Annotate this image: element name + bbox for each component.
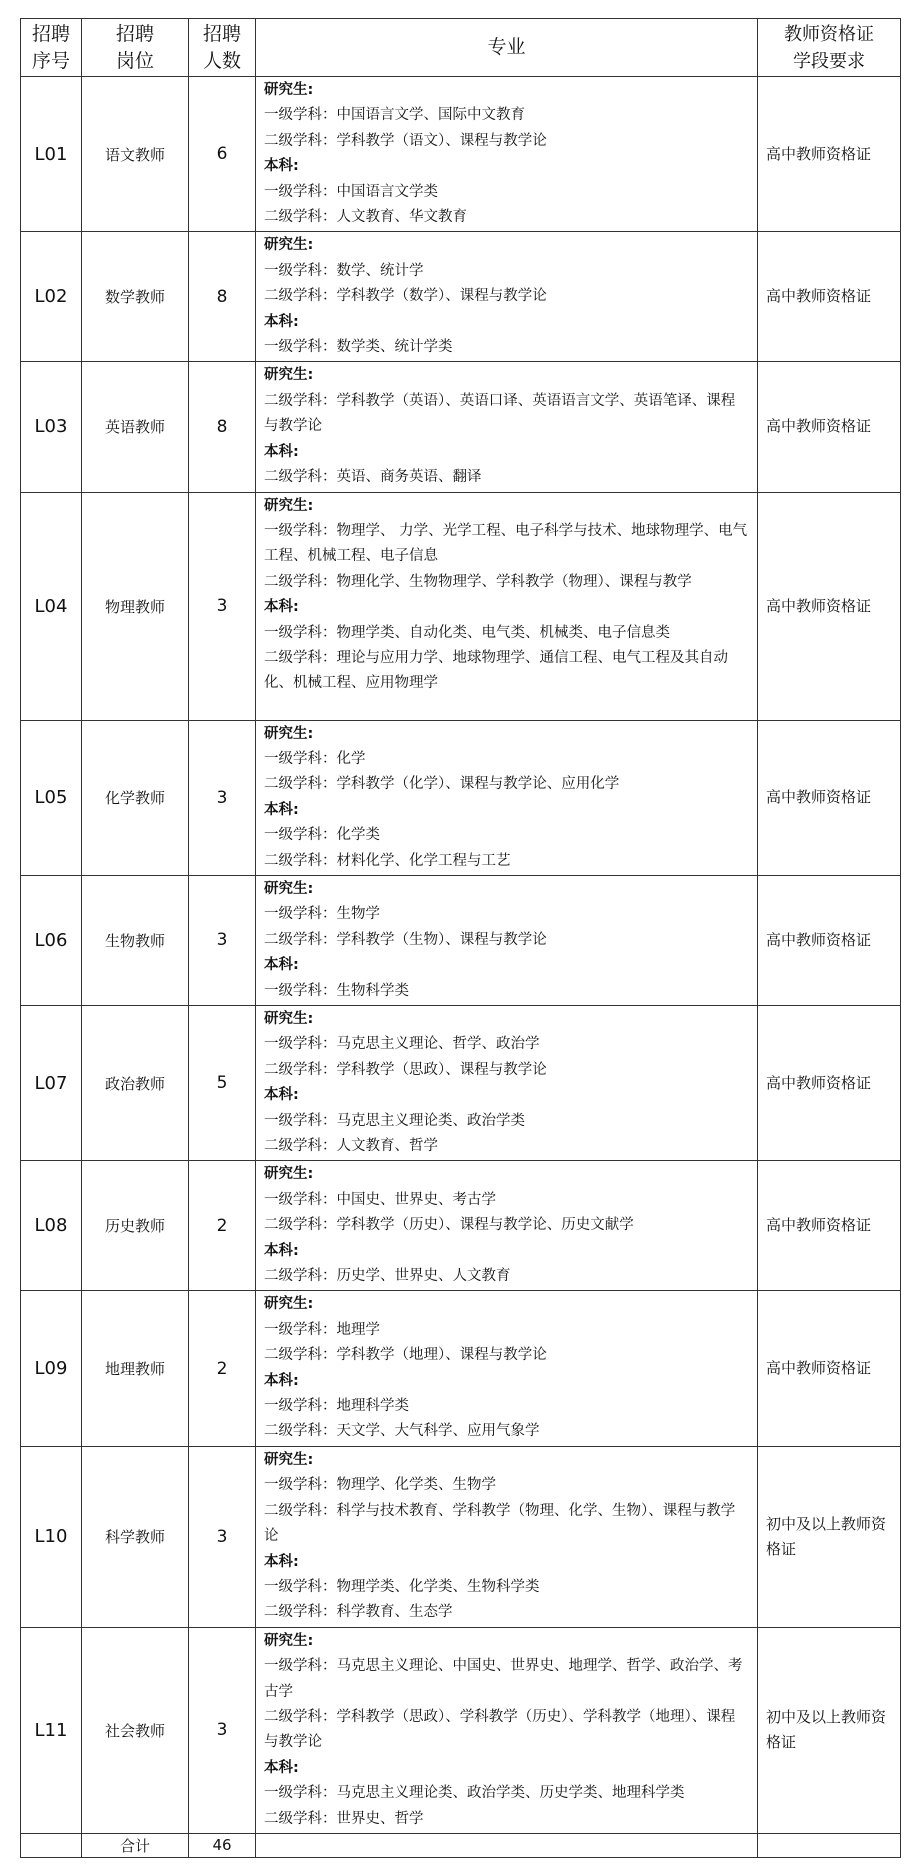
degree-level-label: 本科: (264, 1759, 299, 1776)
discipline-line: 一级学科：马克思主义理论、哲学、政治学 (264, 1036, 540, 1053)
discipline-line: 二级学科：学科教学（化学）、课程与教学论、应用化学 (264, 776, 620, 793)
total-label: 合计 (82, 1833, 189, 1857)
total-empty-1 (21, 1833, 82, 1857)
discipline-line: 一级学科：地理科学类 (264, 1398, 409, 1415)
degree-level-label: 研究生: (264, 880, 314, 897)
table-row (21, 875, 901, 1005)
header-position (82, 19, 189, 77)
degree-level-label: 研究生: (264, 1451, 314, 1468)
degree-level-label: 研究生: (264, 1632, 314, 1649)
discipline-line: 一级学科：中国史、世界史、考古学 (264, 1191, 496, 1208)
header-count (189, 19, 256, 77)
discipline-line: 一级学科：数学、统计学 (264, 262, 424, 279)
recruit-code: L05 (21, 720, 82, 875)
recruit-code: L01 (21, 77, 82, 232)
discipline-line: 一级学科：数学类、统计学类 (264, 339, 453, 356)
header-code-line-1: 招聘 (31, 22, 70, 45)
degree-level-label: 本科: (264, 1242, 299, 1259)
discipline-line: 二级学科：天文学、大气科学、应用气象学 (264, 1423, 540, 1440)
discipline-line: 二级学科：学科教学（生物）、课程与教学论 (264, 931, 547, 948)
degree-level-label: 本科: (264, 801, 299, 818)
total-empty-3 (758, 1833, 901, 1857)
position-name: 英语教师 (82, 362, 189, 492)
discipline-line: 二级学科：学科教学（语文）、课程与教学论 (264, 132, 547, 149)
recruit-count: 3 (189, 1446, 256, 1627)
major-requirements (256, 232, 758, 362)
recruit-code: L10 (21, 1446, 82, 1627)
header-position-line-1: 招聘 (115, 22, 154, 45)
discipline-line: 一级学科：马克思主义理论类、政治学类 (264, 1112, 525, 1129)
recruit-code: L03 (21, 362, 82, 492)
position-name: 生物教师 (82, 875, 189, 1005)
discipline-line: 一级学科：物理学类、化学类、生物科学类 (264, 1578, 540, 1595)
recruit-code: L04 (21, 492, 82, 720)
table-row (21, 232, 901, 362)
position-name: 化学教师 (82, 720, 189, 875)
discipline-line: 二级学科：学科教学（思政）、学科教学（历史）、学科教学（地理）、课程与教学论 (264, 1708, 736, 1751)
discipline-line: 二级学科：理论与应用力学、地球物理学、通信工程、电气工程及其自动化、机械工程、应用物理学 (264, 649, 728, 692)
discipline-line: 二级学科：学科教学（地理）、课程与教学论 (264, 1347, 547, 1364)
recruit-count: 2 (189, 1161, 256, 1291)
discipline-line: 一级学科：物理学、化学类、生物学 (264, 1477, 496, 1494)
discipline-line: 二级学科：物理化学、生物物理学、学科教学（物理）、课程与教学 (264, 573, 692, 590)
degree-level-label: 本科: (264, 599, 299, 616)
cert-requirement: 高中教师资格证 (758, 362, 901, 492)
degree-level-label: 研究生: (264, 497, 314, 514)
discipline-line: 一级学科：马克思主义理论、中国史、世界史、地理学、哲学、政治学、考古学 (264, 1658, 743, 1700)
cert-requirement: 高中教师资格证 (758, 77, 901, 232)
position-name: 政治教师 (82, 1005, 189, 1160)
degree-level-label: 研究生: (264, 725, 314, 742)
discipline-line: 二级学科：人文教育、华文教育 (264, 209, 467, 226)
position-name: 地理教师 (82, 1291, 189, 1446)
major-requirements (256, 720, 758, 875)
cert-requirement: 高中教师资格证 (758, 875, 901, 1005)
degree-level-label: 研究生: (264, 1010, 314, 1027)
position-name: 数学教师 (82, 232, 189, 362)
total-empty-2 (256, 1833, 758, 1857)
discipline-line: 二级学科：世界史、哲学 (264, 1810, 424, 1827)
degree-level-label: 研究生: (264, 367, 314, 384)
degree-level-label: 本科: (264, 957, 299, 974)
major-requirements (256, 875, 758, 1005)
major-requirements (256, 1161, 758, 1291)
degree-level-label: 本科: (264, 1553, 299, 1570)
degree-level-label: 研究生: (264, 82, 314, 98)
recruit-count: 6 (189, 77, 256, 232)
total-count: 46 (189, 1833, 256, 1857)
table-row (21, 362, 901, 492)
recruit-count: 8 (189, 232, 256, 362)
recruit-count: 8 (189, 362, 256, 492)
recruit-code: L09 (21, 1291, 82, 1446)
discipline-line: 一级学科：生物学 (264, 906, 380, 923)
recruit-count: 2 (189, 1291, 256, 1446)
position-name: 社会教师 (82, 1627, 189, 1833)
cert-requirement: 初中及以上教师资格证 (758, 1627, 901, 1833)
position-name: 科学教师 (82, 1446, 189, 1627)
discipline-line: 二级学科：科学教育、生态学 (264, 1604, 453, 1621)
discipline-line: 二级学科：人文教育、哲学 (264, 1138, 438, 1154)
header-cert-line-2: 学段要求 (793, 50, 865, 72)
discipline-line: 一级学科：物理学类、自动化类、电气类、机械类、电子信息类 (264, 624, 670, 641)
header-position-line-2: 岗位 (115, 49, 154, 72)
major-requirements (256, 1291, 758, 1446)
recruit-code: L08 (21, 1161, 82, 1291)
recruit-code: L07 (21, 1005, 82, 1160)
header-code-line-2: 序号 (31, 49, 70, 72)
degree-level-label: 研究生: (264, 1296, 314, 1313)
recruitment-table (20, 18, 901, 1858)
discipline-line: 二级学科：科学与技术教育、学科教学（物理、化学、生物）、课程与教学论 (264, 1502, 736, 1545)
position-name: 历史教师 (82, 1161, 189, 1291)
table-row (21, 1291, 901, 1446)
position-name: 语文教师 (82, 77, 189, 232)
recruit-count: 5 (189, 1005, 256, 1160)
degree-level-label: 本科: (264, 313, 299, 330)
recruit-code: L11 (21, 1627, 82, 1833)
major-requirements (256, 362, 758, 492)
header-count-line-1: 招聘 (202, 22, 241, 45)
cert-requirement: 高中教师资格证 (758, 232, 901, 362)
major-requirements (256, 1005, 758, 1160)
discipline-line: 一级学科：生物科学类 (264, 982, 409, 999)
table-row (21, 1005, 901, 1160)
cert-requirement: 高中教师资格证 (758, 1005, 901, 1160)
cert-requirement: 高中教师资格证 (758, 1291, 901, 1446)
cert-requirement: 高中教师资格证 (758, 720, 901, 875)
table-row (21, 1446, 901, 1627)
table-row (21, 1627, 901, 1833)
table-row (21, 1161, 901, 1291)
recruit-count: 3 (189, 720, 256, 875)
major-requirements (256, 77, 758, 232)
cert-requirement: 高中教师资格证 (758, 492, 901, 720)
degree-level-label: 本科: (264, 1087, 299, 1104)
discipline-line: 一级学科：地理学 (264, 1321, 380, 1338)
discipline-line: 二级学科：英语、商务英语、翻译 (264, 469, 482, 486)
header-cert-line-1: 教师资格证 (784, 23, 874, 45)
major-requirements (256, 1627, 758, 1833)
table-row (21, 720, 901, 875)
cert-requirement: 初中及以上教师资格证 (758, 1446, 901, 1627)
table-row (21, 492, 901, 720)
degree-level-label: 本科: (264, 443, 299, 460)
discipline-line: 一级学科：化学类 (264, 827, 380, 844)
discipline-line: 二级学科：学科教学（英语）、英语口译、英语语言文学、英语笔译、课程与教学论 (264, 392, 736, 435)
discipline-line: 一级学科：马克思主义理论类、政治学类、历史学类、地理科学类 (264, 1785, 685, 1802)
degree-level-label: 研究生: (264, 237, 314, 254)
table-header-row (21, 19, 901, 77)
degree-level-label: 本科: (264, 1372, 299, 1389)
recruit-count: 3 (189, 492, 256, 720)
major-requirements (256, 492, 758, 720)
discipline-line: 二级学科：历史学、世界史、人文教育 (264, 1268, 511, 1285)
recruit-code: L02 (21, 232, 82, 362)
discipline-line: 一级学科：化学 (264, 750, 366, 767)
discipline-line: 二级学科：材料化学、化学工程与工艺 (264, 852, 511, 869)
cert-requirement: 高中教师资格证 (758, 1161, 901, 1291)
recruit-count: 3 (189, 875, 256, 1005)
total-row (21, 1833, 901, 1857)
header-cert (758, 19, 901, 77)
discipline-line: 一级学科：物理学、 力学、光学工程、电子科学与技术、地球物理学、电气工程、机械工程、电子信息 (264, 522, 748, 565)
degree-level-label: 本科: (264, 158, 299, 175)
recruit-count: 3 (189, 1627, 256, 1833)
discipline-line: 二级学科：学科教学（思政）、课程与教学论 (264, 1061, 547, 1078)
major-requirements (256, 1446, 758, 1627)
header-major: 专业 (256, 19, 758, 77)
table-row (21, 77, 901, 232)
header-count-line-2: 人数 (202, 49, 241, 72)
recruit-code: L06 (21, 875, 82, 1005)
discipline-line: 二级学科：学科教学（历史）、课程与教学论、历史文献学 (264, 1217, 634, 1234)
discipline-line: 一级学科：中国语言文学、国际中文教育 (264, 107, 525, 124)
header-code (21, 19, 82, 77)
discipline-line: 二级学科：学科教学（数学）、课程与教学论 (264, 288, 547, 305)
position-name: 物理教师 (82, 492, 189, 720)
discipline-line: 一级学科：中国语言文学类 (264, 183, 438, 200)
degree-level-label: 研究生: (264, 1166, 314, 1183)
